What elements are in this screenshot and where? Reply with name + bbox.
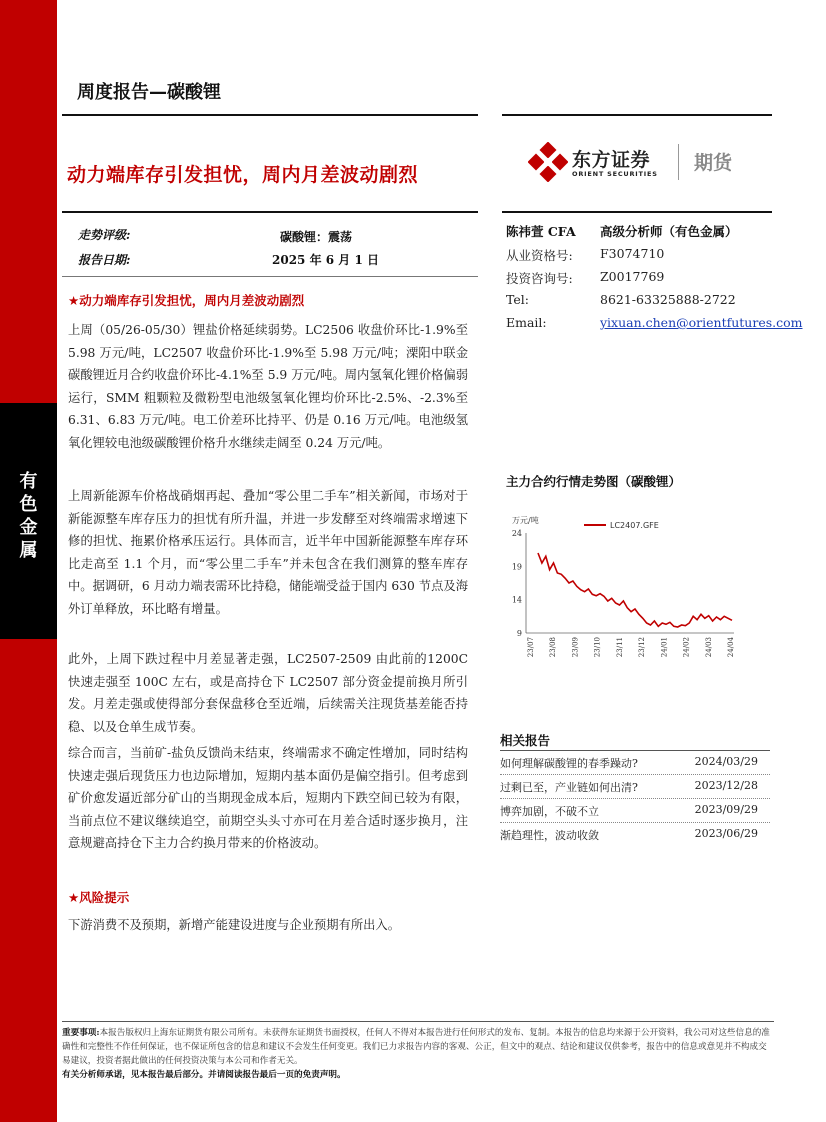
sidebar-char: 金 [19,517,38,538]
sidebar-char: 属 [19,540,38,561]
y-tick-label: 24 [511,529,522,538]
analyst-tel-line [506,292,736,307]
related-report-date: 2023/09/29 [694,803,758,816]
chart-x-ticks [527,636,735,657]
related-report-item[interactable] [500,751,770,775]
related-report-title: 渐趋理性，波动收敛 [500,829,599,842]
price-chart [500,505,740,670]
risk-text: 下游消费不及预期，新增产能建设进度与企业预期有所出入。 [68,918,401,932]
x-tick-label: 24/02 [682,637,691,658]
report-type: 周度报告—碳酸锂 [77,82,221,103]
section-title-main: ★动力端库存引发担忧，周内月差波动剧烈 [68,293,305,308]
cert-label: 从业资格号: [506,248,573,263]
analyst-title: 高级分析师（有色金属） [600,224,738,239]
legend-label: LC2407.GFE [610,521,659,530]
x-tick-label: 23/09 [571,637,580,658]
logo-subtitle: ORIENT SECURITIES [572,170,658,178]
paragraph-spread: 此外，上周下跌过程中月差显著走强，LC2507-2509 由此前的1200C 快速走强至 100C 左右，或是高持仓下 LC2507 部分资金提前换月所引发。月差走强或使得部分套保盘移仓至近端，后续需关注现货基差能否持稳、以及仓单生成节奏。 [68,652,468,734]
related-report-date: 2023/12/28 [694,779,758,792]
analyst-cert-line [506,246,665,264]
y-tick-label: 9 [516,629,522,638]
y-tick-label: 14 [511,595,522,605]
related-report-title: 如何理解碳酸锂的春季躁动? [500,757,638,770]
meta-divider [62,276,478,277]
rating-label: 走势评级: [78,228,131,242]
analyst-consult-line [506,269,665,287]
related-report-title: 博弈加剧，不破不立 [500,805,599,818]
company-logo [528,140,778,184]
x-tick-label: 23/11 [615,637,624,658]
logo-separator [678,144,679,180]
related-report-title: 过剩已至，产业链如何出清? [500,781,638,794]
risk-title: ★风险提示 [68,890,130,905]
chart-y-ticks [512,529,522,638]
sidebar-char: 色 [19,494,38,515]
date-label: 报告日期: [78,253,131,267]
x-tick-label: 24/01 [660,637,669,658]
logo-name: 东方证券 [572,149,651,171]
y-tick-label: 19 [511,562,522,572]
rating-value: 碳酸锂：震荡 [280,230,353,244]
meta-rule-left [62,211,478,213]
consult-value: Z0017769 [600,269,665,284]
sidebar-char: 有 [19,471,38,492]
related-report-date: 2024/03/29 [694,755,758,768]
meta-rule-right [502,211,772,213]
email-label: Email: [506,315,547,330]
page-title: 动力端库存引发担忧，周内月差波动剧烈 [67,164,419,186]
chart-unit-label: 万元/吨 [512,516,539,525]
related-title: 相关报告 [500,733,551,748]
disclaimer-text: 本报告版权归上海东证期货有限公司所有。未获得东证期货书面授权，任何人不得对本报告进行任何形式的发布、复制。本报告的信息均来源于公开资料，我公司对这些信息的准确性和完整性不作任何保证，也不保证所包含的信息和建议不会发生任何变更。我们已力求报告内容的客观、公正，但文中的观点、结论和建议仅供参考，报告中的信息或意见并不构成交易建议，投资者据此做出的任何投资决策与本公司和作者无关。 [62,1028,770,1067]
analyst-email-line [506,315,803,330]
header-rule-right [502,114,772,116]
analyst-commitment: 有关分析师承诺，见本报告最后部分。并请阅读报告最后一页的免责声明。 [62,1070,346,1080]
x-tick-label: 23/07 [527,637,535,658]
related-report-item[interactable] [500,823,770,847]
email-link[interactable]: yixuan.chen@orientfutures.com [600,315,803,330]
paragraph-conclusion: 综合而言，当前矿-盐负反馈尚未结束，终端需求不确定性增加，同时结构快速走强后现货压力也边际增加，短期内基本面仍是偏空指引。但考虑到矿价愈发逼近部分矿山的当期现金成本后，短期内下跌空间已较为有限，当前点位不建议继续追空，前期空头头寸亦可在月差合适时逐步换月，注意规避高持仓下主力合约换月带来的价格波动。 [68,746,468,851]
sidebar-category [0,470,57,562]
date-value: 2025 年 6 月 1 日 [272,253,379,267]
chart-title: 主力合约行情走势图（碳酸锂） [506,474,682,489]
analyst-name: 陈祎萱 CFA [506,224,576,239]
header-rule-left [62,114,478,116]
x-tick-label: 24/03 [704,637,713,658]
chart-axes [526,533,734,633]
related-report-item[interactable] [500,799,770,823]
x-tick-label: 23/10 [593,637,602,658]
cert-value: F3074710 [600,246,665,261]
consult-label: 投资咨询号: [506,271,573,286]
chart-series-line [538,553,732,627]
x-tick-label: 23/12 [638,637,647,658]
paragraph-demand: 上周新能源车价格战硝烟再起、叠加“零公里二手车”相关新闻，市场对于新能源整车库存压力的担忧有所升温，并进一步发酵至对终端需求增速下修的担忧、拖累价格承压运行。具体而言，近半年中国新能源整车库存环比走高至 1.1 个月，而“零公里二手车”并未包含在我们测算的整车库存中。据调研，6 月动力端表需环比持稳，储能端受益于国内 630 节点及海外订单释放，环比略有增量。 [68,489,468,616]
tel-label: Tel: [506,292,529,307]
x-tick-label: 24/04 [727,637,735,658]
analyst-name-line [506,222,738,240]
related-report-date: 2023/06/29 [694,827,758,840]
tel-value: 8621-63325888-2722 [600,292,736,307]
disclaimer [62,1026,774,1069]
orient-logo-icon [528,142,568,182]
disclaimer-label: 重要事项: [62,1028,100,1038]
related-report-item[interactable] [500,775,770,799]
logo-futures: 期货 [694,152,733,174]
footer-rule [62,1021,774,1022]
x-tick-label: 23/08 [549,637,558,658]
paragraph-price-review: 上周（05/26-05/30）锂盐价格延续弱势。LC2506 收盘价环比-1.9%至 5.98 万元/吨，LC2507 收盘价环比-1.9%至 5.98 万元/吨；溧阳中联金碳酸锂近月合约收盘价环比-4.1%至 5.9 万元/吨。周内氢氧化锂价格偏弱运行，SMM 粗颗粒及微粉型电池级氢氧化锂均价环比-2.5%、-2.3%至 6.31、6.83 万元/吨。电工价差环比持平、仍是 0.16 万元/吨。电池级氢氧化锂较电池级碳酸锂价格升水继续走阔至 0.24 万元/吨。 [68,323,468,450]
